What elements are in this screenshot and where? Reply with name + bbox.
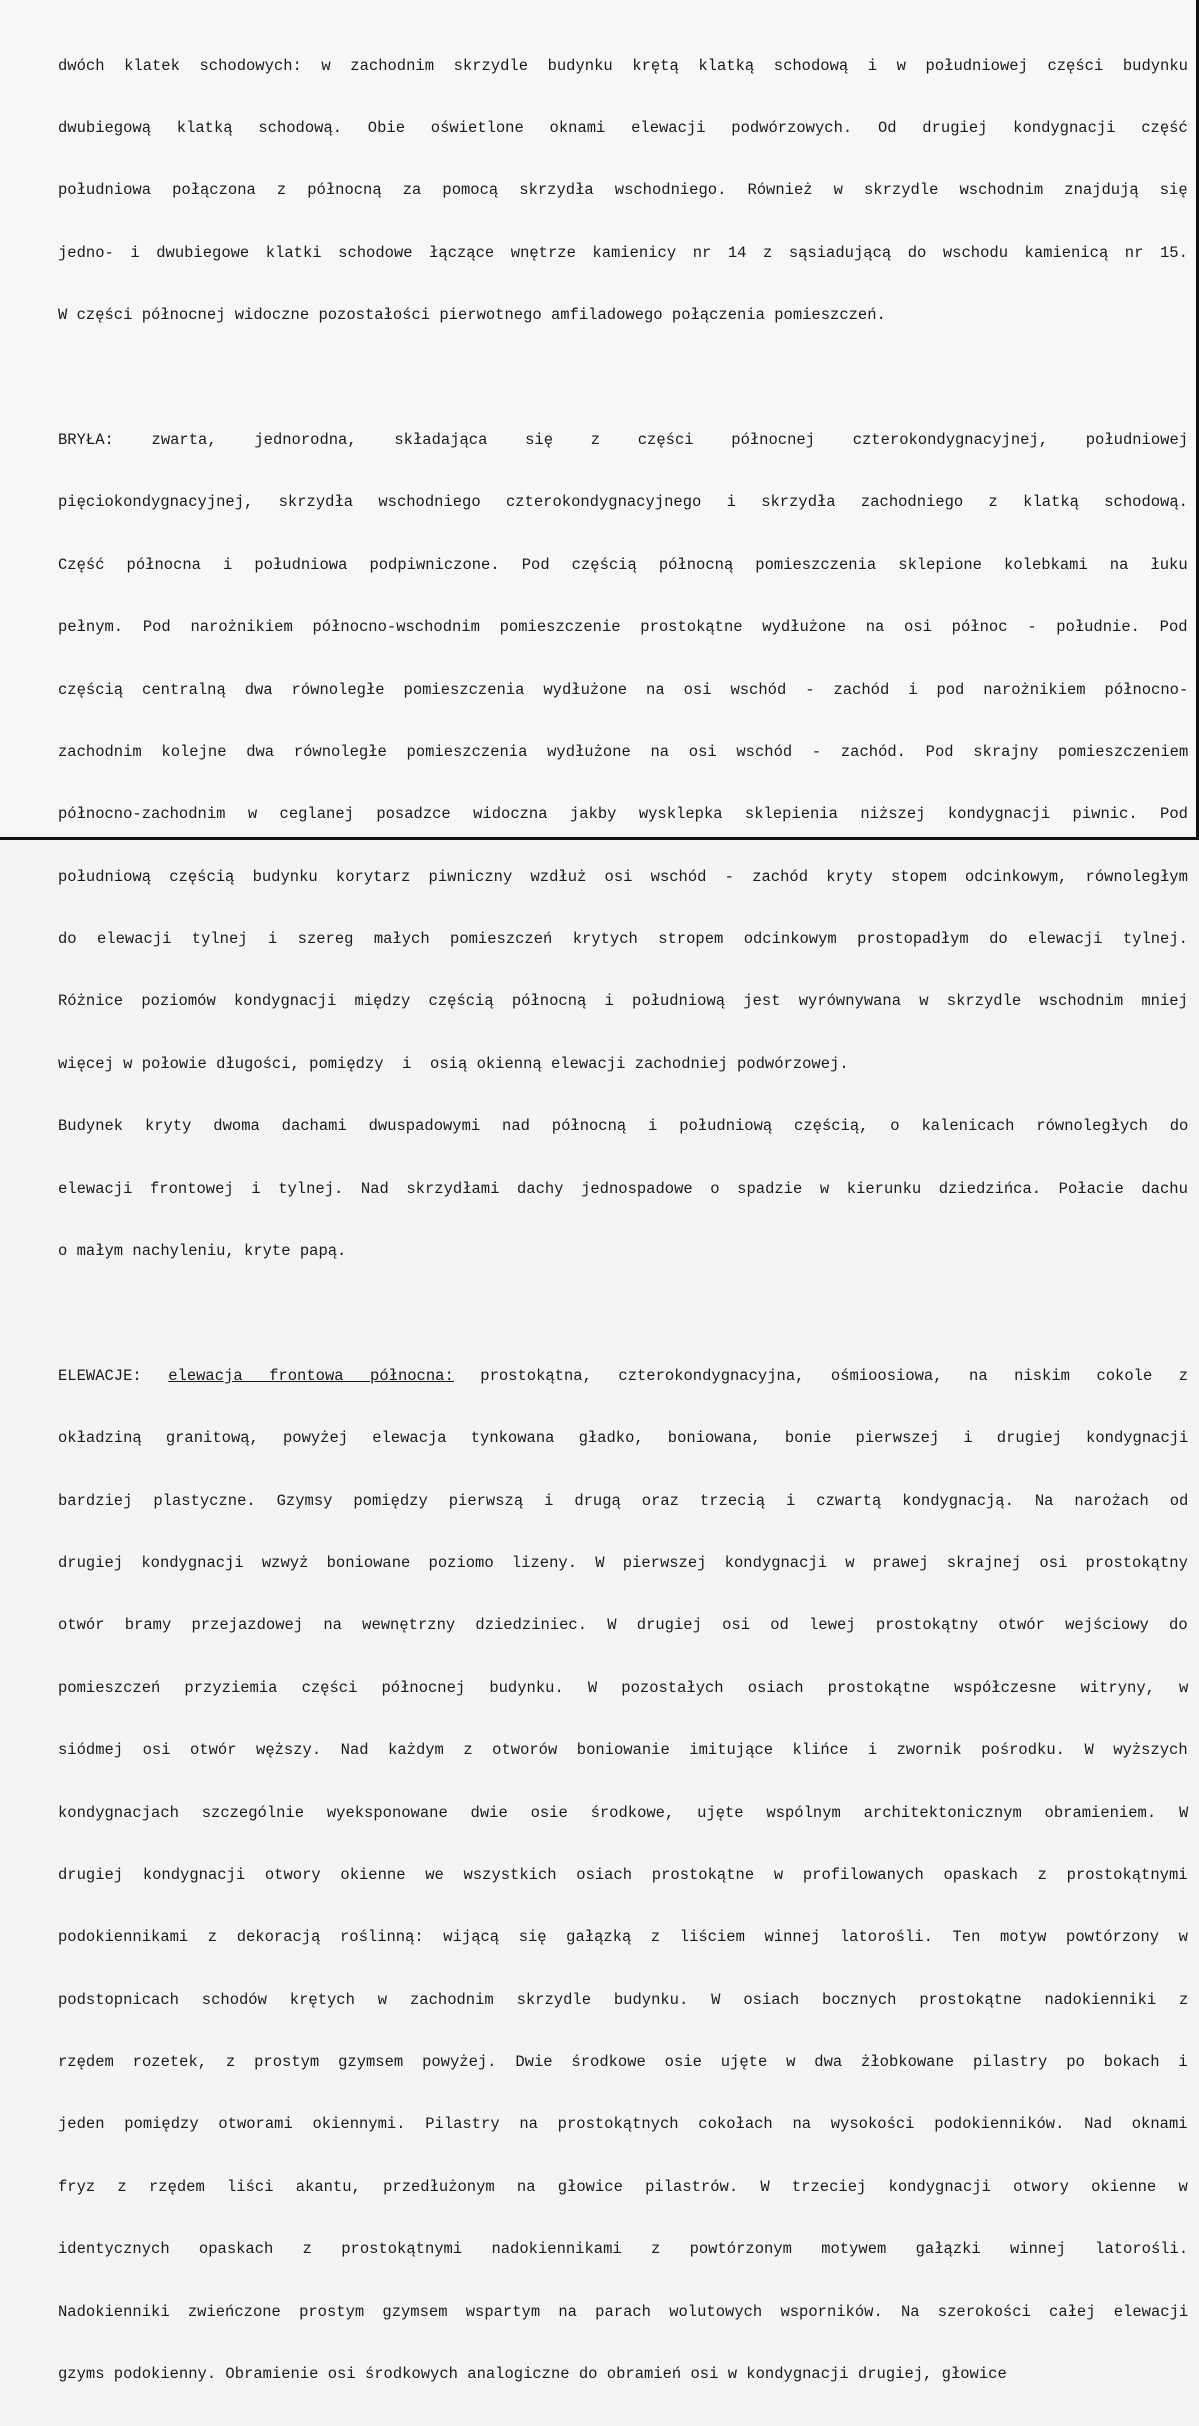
- text-line: Różnice poziomów kondygnacji między częścią północną i południową jest wyrównywana w skrzydle wschodnim mniej: [58, 992, 1188, 1011]
- section-label: ELEWACJE:: [58, 1366, 169, 1385]
- text-line: drugiej kondygnacji otwory okienne we wszystkich osiach prostokątne w profilowanych opaskach z prostokątnymi: [58, 1865, 1188, 1884]
- text-line: kondygnacjach szczególnie wyeksponowane dwie osie środkowe, ujęte wspólnym architektonicznym obramieniem. W: [58, 1803, 1189, 1822]
- text-line: Nadokienniki zwieńczone prostym gzymsem wspartym na parach wolutowych wsporników. Na szerokości całej elewacji: [58, 2302, 1189, 2321]
- text-line: południową częścią budynku korytarz piwniczny wzdłuż osi wschód - zachód kryty stopem odcinkowym, równoległym: [58, 867, 1188, 886]
- text-line: dwubiegową klatką schodową. Obie oświetlone oknami elewacji podwórzowych. Od drugiej kondygnacji część: [58, 118, 1188, 137]
- text-line: podokiennikami z dekoracją roślinną: wijącą się gałązką z liściem winnej latorośli. Ten motyw powtórzony w: [58, 1928, 1188, 1947]
- elewacje-section: [58, 1324, 1188, 2426]
- elewacja-frontowa-heading: elewacja frontowa północna:: [168, 1366, 454, 1385]
- text-line: siódmej osi otwór węższy. Nad każdym z otworów boniowanie imitujące klińce i zwornik pośrodku. W wyższych: [58, 1741, 1188, 1760]
- bryla-section: [58, 388, 1188, 1303]
- text-line: Część północna i południowa podpiwniczone. Pod częścią północną pomieszczenia sklepione kolebkami na łuku: [58, 555, 1188, 574]
- text-line: dwóch klatek schodowych: w zachodnim skrzydle budynku krętą klatką schodową i w południowej części budynku: [58, 56, 1188, 75]
- text-line: pełnym. Pod narożnikiem północno-wschodnim pomieszczenie prostokątne wydłużone na osi północ - południe. Pod: [58, 618, 1188, 637]
- text-line: Budynek kryty dwoma dachami dwuspadowymi nad północną i południową częścią, o kalenicach równoległych do: [58, 1117, 1189, 1136]
- text-line: W części północnej widoczne pozostałości pierwotnego amfiladowego połączenia pomieszczeń.: [58, 306, 886, 325]
- intro-paragraph: [58, 14, 1188, 368]
- text-line: [58, 1366, 1188, 1387]
- text-line: pięciokondygnacyjnej, skrzydła wschodniego czterokondygnacyjnego i skrzydła zachodniego z klatką schodową.: [58, 493, 1188, 512]
- text-line: północno-zachodnim w ceglanej posadzce widoczna jakby wysklepka sklepienia niższej kondygnacji piwnic. Pod: [58, 805, 1188, 824]
- text-line: otwór bramy przejazdowej na wewnętrzny dziedziniec. W drugiej osi od lewej prostokątny otwór wejściowy do: [58, 1616, 1188, 1635]
- text-line: BRYŁA: zwarta, jednorodna, składająca się z części północnej czterokondygnacyjnej, południowej: [58, 430, 1189, 449]
- text-line: więcej w połowie długości, pomiędzy i osią okienną elewacji zachodniej podwórzowej.: [58, 1054, 849, 1073]
- text-line: elewacji frontowej i tylnej. Nad skrzydłami dachy jednospadowe o spadzie w kierunku dziedzińca. Połacie dachu: [58, 1179, 1188, 1198]
- text-line: gzyms podokienny. Obramienie osi środkowych analogiczne do obramień osi w kondygnacji drugiej, głowice: [58, 2365, 1007, 2384]
- document-body: [58, 14, 1188, 2426]
- text-line: jedno- i dwubiegowe klatki schodowe łączące wnętrze kamienicy nr 14 z sąsiadującą do wschodu kamienicą nr 15.: [58, 243, 1188, 262]
- text-line: drugiej kondygnacji wzwyż boniowane poziomo lizeny. W pierwszej kondygnacji w prawej skrajnej osi prostokątny: [58, 1553, 1188, 1572]
- text-line: bardziej plastyczne. Gzymsy pomiędzy pierwszą i drugą oraz trzecią i czwartą kondygnacją. Na narożach od: [58, 1491, 1189, 1510]
- text-line: fryz z rzędem liści akantu, przedłużonym na głowice pilastrów. W trzeciej kondygnacji otwory okienne w: [58, 2177, 1188, 2196]
- text-line: częścią centralną dwa równoległe pomieszczenia wydłużone na osi wschód - zachód i pod narożnikiem północno-: [58, 680, 1189, 699]
- text-line: identycznych opaskach z prostokątnymi nadokiennikami z powtórzonym motywem gałązki winnej latorośli.: [58, 2240, 1189, 2259]
- text-line: rzędem rozetek, z prostym gzymsem powyżej. Dwie środkowe osie ujęte w dwa żłobkowane pilastry po bokach i: [58, 2053, 1188, 2072]
- line-continuation: prostokątna, czterokondygnacyjna, ośmioosiowa, na niskim cokole z: [453, 1366, 1189, 1385]
- text-line: podstopnicach schodów krętych w zachodnim skrzydle budynku. W osiach bocznych prostokątne nadokienniki z: [58, 1990, 1189, 2009]
- text-line: jeden pomiędzy otworami okiennymi. Pilastry na prostokątnych cokołach na wysokości podokienników. Nad oknami: [58, 2115, 1188, 2134]
- text-line: południowa połączona z północną za pomocą skrzydła wschodniego. Również w skrzydle wschodnim znajdują się: [58, 181, 1188, 200]
- text-line: zachodnim kolejne dwa równoległe pomieszczenia wydłużone na osi wschód - zachód. Pod skrajny pomieszczeniem: [58, 742, 1189, 761]
- paragraph-gap: [58, 1303, 1188, 1324]
- paragraph-gap: [58, 368, 1188, 389]
- text-line: okładziną granitową, powyżej elewacja tynkowana gładko, boniowana, bonie pierwszej i drugiej kondygnacji: [58, 1429, 1189, 1448]
- text-line: pomieszczeń przyziemia części północnej budynku. W pozostałych osiach prostokątne współczesne witryny, w: [58, 1678, 1189, 1697]
- text-line: o małym nachyleniu, kryte papą.: [58, 1242, 347, 1261]
- text-line: do elewacji tylnej i szereg małych pomieszczeń krytych stropem odcinkowym prostopadłym do elewacji tylnej.: [58, 930, 1188, 949]
